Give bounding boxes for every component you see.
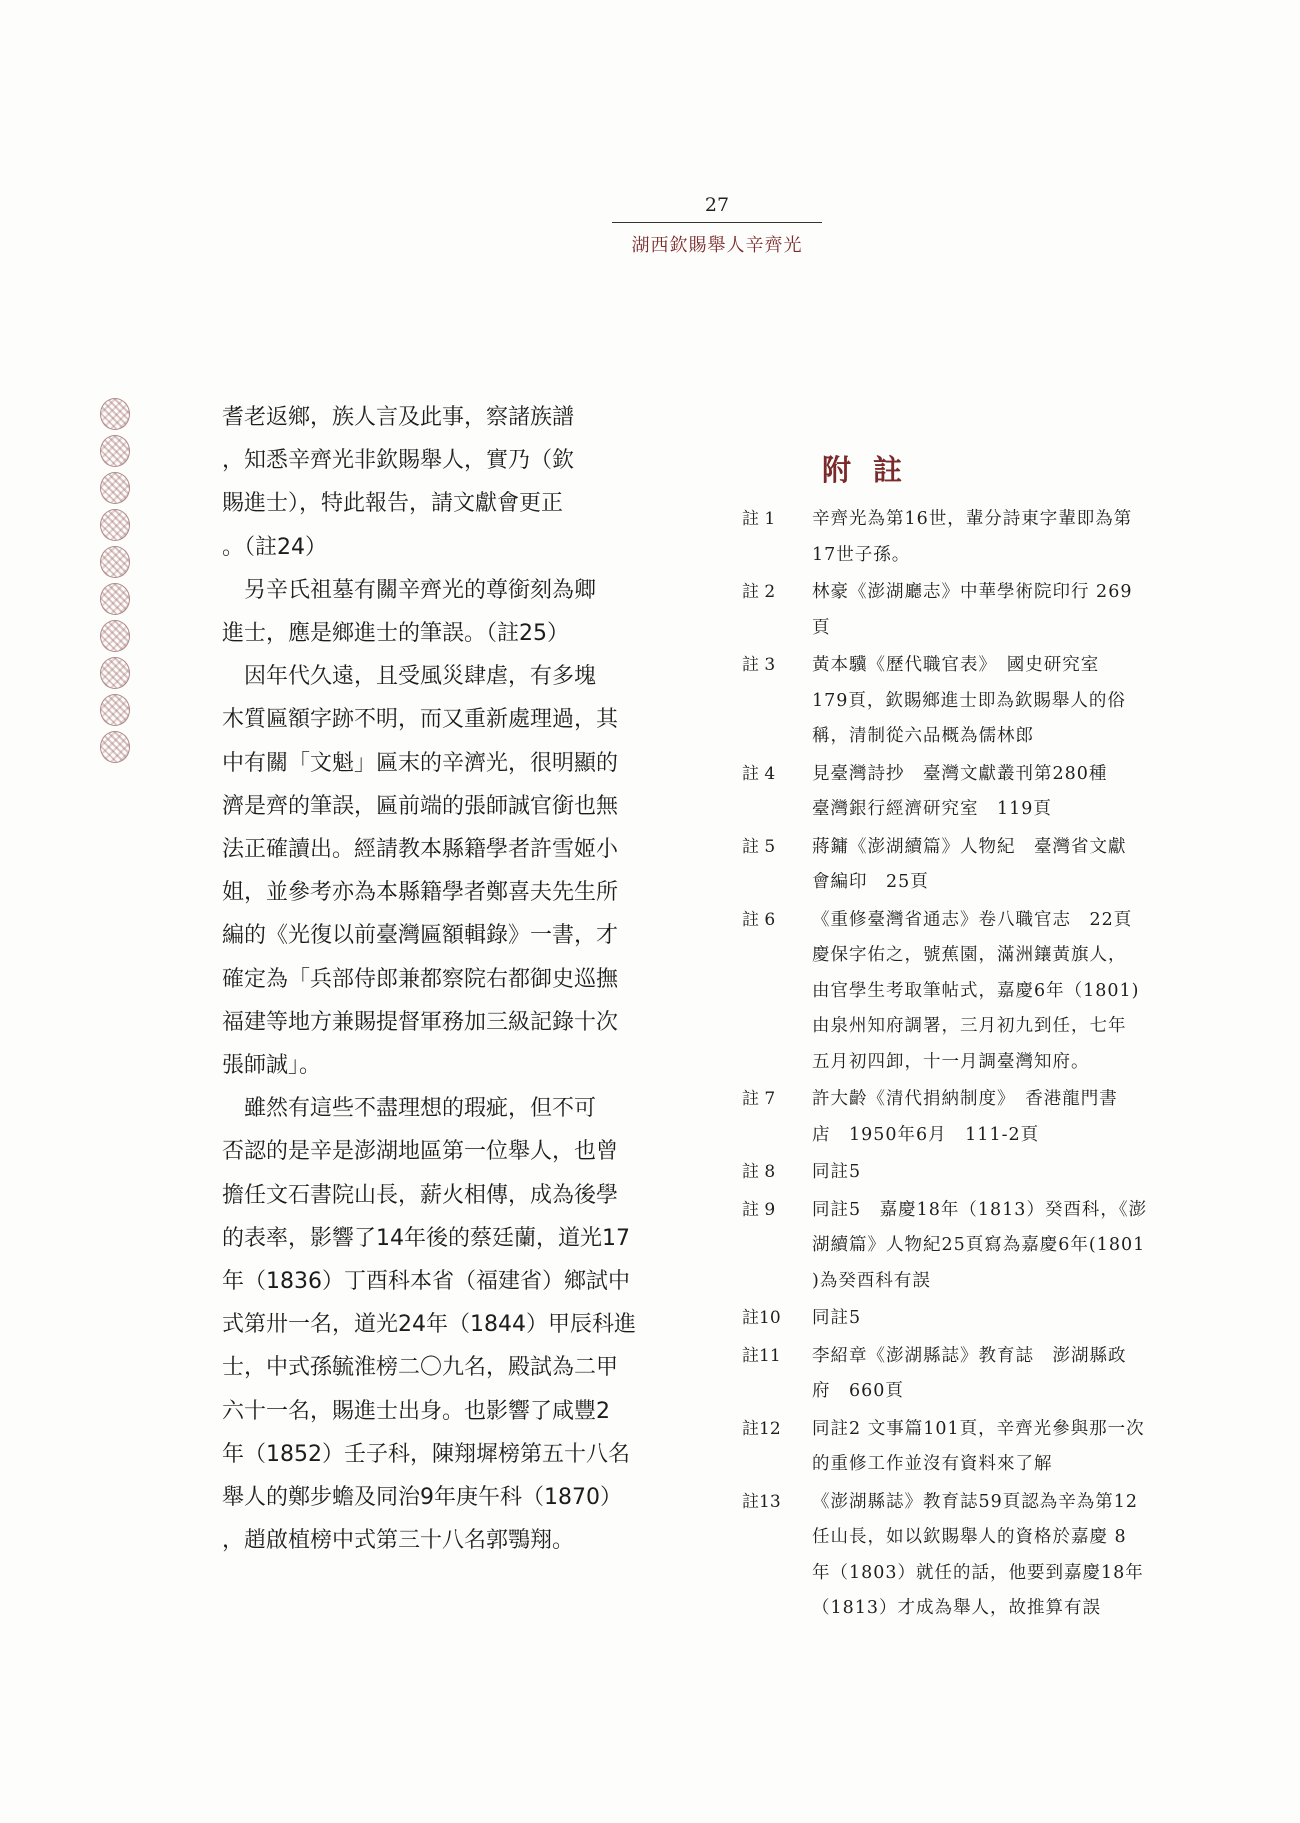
seal-stamp-icon xyxy=(100,731,130,763)
note-label: 註 9 xyxy=(742,1199,776,1220)
note-label: 註10 xyxy=(742,1308,781,1328)
seal-column xyxy=(100,398,132,768)
note-item xyxy=(742,648,1212,755)
note-text: 見臺灣詩抄 臺灣文獻叢刊第280種 臺灣銀行經濟研究室 119頁 xyxy=(812,763,1108,819)
note-item xyxy=(742,1485,1212,1627)
note-item xyxy=(742,1412,1212,1483)
note-label: 註 7 xyxy=(742,1089,776,1109)
seal-stamp-icon xyxy=(100,546,130,578)
note-label: 註13 xyxy=(742,1491,781,1512)
note-text: 李紹章《澎湖縣誌》教育誌 澎湖縣政 府 660頁 xyxy=(812,1345,1127,1401)
note-text: 《重修臺灣省通志》卷八職官志 22頁 慶保字佑之，號蕉園，滿洲鑲黃旗人， 由官學生考取筆帖式，嘉慶6年（1801) 由泉州知府調署，三月初九到任，七年 五月初四卸，十一月調臺灣知府。 xyxy=(812,909,1140,1072)
note-item xyxy=(742,830,1212,901)
note-text: 辛齊光為第16世，輩分詩東字輩即為第 17世子孫。 xyxy=(812,509,1133,565)
seal-stamp-icon xyxy=(100,398,130,430)
note-text: 同註5 xyxy=(812,1162,862,1182)
note-item xyxy=(742,1193,1212,1300)
note-label: 註12 xyxy=(742,1418,781,1439)
note-label: 註 4 xyxy=(742,763,776,784)
note-text: 蔣鏞《澎湖續篇》人物紀 臺灣省文獻 會編印 25頁 xyxy=(812,836,1127,892)
seal-stamp-icon xyxy=(100,435,130,467)
running-title: 湖西欽賜舉人辛齊光 xyxy=(631,235,803,256)
note-label: 註 5 xyxy=(742,836,776,857)
note-text: 林豪《澎湖廳志》中華學術院印行 269 頁 xyxy=(812,582,1133,638)
seal-stamp-icon xyxy=(100,694,130,726)
note-text: 同註5 嘉慶18年（1813）癸酉科，《澎 湖續篇》人物紀25頁寫為嘉慶6年(1801 )為癸酉科有誤 xyxy=(812,1199,1148,1291)
note-item xyxy=(742,757,1212,828)
body-paragraph: 因年代久遠，且受風災肆虐，有多塊 木質匾額字跡不明，而又重新處理過，其 中有關「文魁」匾末的辛濟光，很明顯的 濟是齊的筆誤，匾前端的張師誠官銜也無 法正確讀出。經請教本縣籍學者許雪姬小 姐，並參考亦為本縣籍學者鄭喜夫先生所 編的《光復以前臺灣匾額輯錄》一書，才 確定為「兵部侍郎兼都察院右都御史巡撫 福建等地方兼賜提督軍務加三級記錄十次 張師誠」。 xyxy=(222,664,619,1079)
seal-stamp-icon xyxy=(100,620,130,652)
body-paragraph: 耆老返鄉，族人言及此事，察諸族譜 ，知悉辛齊光非欽賜舉人，實乃（欽 賜進士），特此報告，請文獻會更正 。（註24） xyxy=(222,405,575,560)
note-text: 《澎湖縣誌》教育誌59頁認為辛為第12 任山長，如以欽賜舉人的資格於嘉慶 8 年（1803）就任的話，他要到嘉慶18年 （1813）才成為舉人，故推算有誤 xyxy=(812,1491,1144,1618)
seal-stamp-icon xyxy=(100,509,130,541)
body-paragraph: 另辛氏祖墓有關辛齊光的尊銜刻為卿 進士，應是鄉進士的筆誤。（註25） xyxy=(222,577,597,647)
note-item xyxy=(742,1301,1212,1337)
page-header xyxy=(612,194,822,257)
seal-stamp-icon xyxy=(100,583,130,615)
note-text: 黃本驥《歷代職官表》 國史研究室 179頁，欽賜鄉進士即為欽賜舉人的俗 稱，清制從六品概為儒林郎 xyxy=(812,655,1126,746)
note-item xyxy=(742,903,1212,1081)
note-text: 許大齡《清代捐納制度》 香港龍門書 店 1950年6月 111-2頁 xyxy=(812,1089,1118,1145)
main-body-text xyxy=(222,396,682,1562)
note-item xyxy=(742,1339,1212,1410)
note-label: 註 6 xyxy=(742,909,776,930)
note-label: 註 2 xyxy=(742,582,776,602)
note-item xyxy=(742,575,1212,646)
note-item xyxy=(742,1155,1212,1191)
note-label: 註 8 xyxy=(742,1162,776,1182)
note-text: 同註5 xyxy=(812,1308,862,1328)
page-number: 27 xyxy=(704,194,730,216)
header-rule xyxy=(612,222,822,223)
note-label: 註11 xyxy=(742,1345,781,1366)
seal-stamp-icon xyxy=(100,472,130,504)
seal-stamp-icon xyxy=(100,657,130,689)
note-label: 註 1 xyxy=(742,509,776,529)
note-label: 註 3 xyxy=(742,655,776,675)
body-paragraph: 雖然有這些不盡理想的瑕疵，但不可 否認的是辛是澎湖地區第一位舉人，也曾 擔任文石書院山長，薪火相傳，成為後學 的表率，影響了14年後的蔡廷蘭，道光17 年（1836）丁酉科本省（福建省）鄉試中 式第卅一名，道光24年（1844）甲辰科進 士，中式孫毓淮榜二〇九名，殿試為二甲 六十一名，賜進士出身。也影響了咸豐2 年（1852）壬子科，陳翔墀榜第五十八名 舉人的鄭步蟾及同治9年庚午科（1870） ，趙啟植榜中式第三十八名郭鶚翔。 xyxy=(222,1096,636,1554)
notes-title: 附註 xyxy=(822,453,925,487)
note-item xyxy=(742,1082,1212,1153)
note-text: 同註2 文事篇101頁，辛齊光參與那一次 的重修工作並沒有資料來了解 xyxy=(812,1418,1145,1474)
notes-list xyxy=(742,502,1212,1629)
note-item xyxy=(742,502,1212,573)
